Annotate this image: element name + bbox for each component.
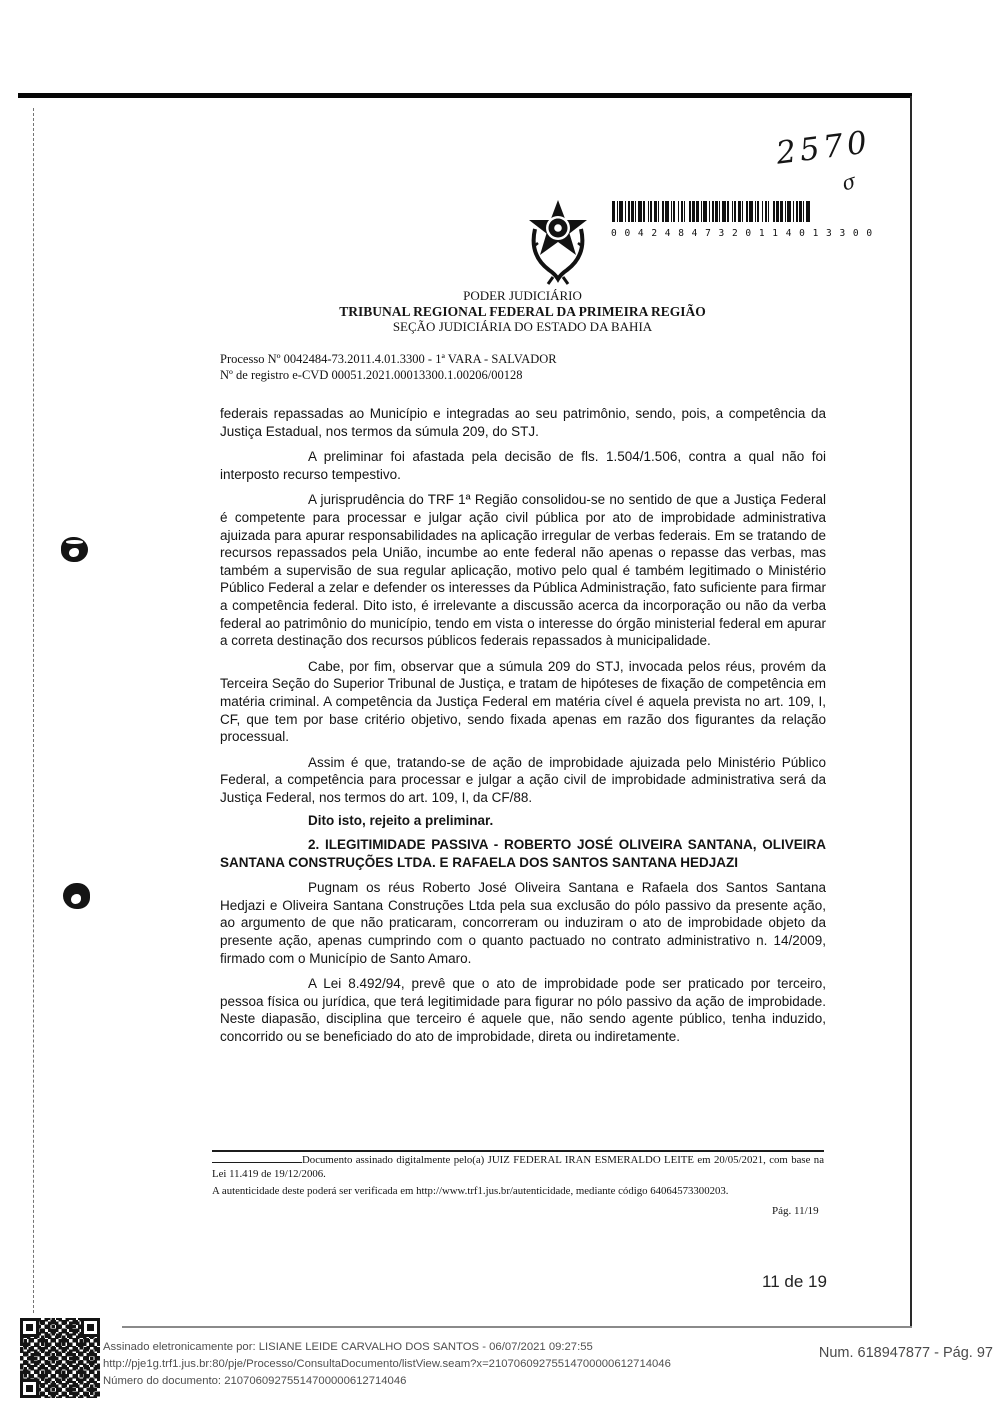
barcode-bars <box>612 201 810 222</box>
body-paragraph: Assim é que, tratando-se de ação de improbidade ajuizada pelo Ministério Público Federal, a competência para processar e julgar a ação civil de improbidade administrativa será da Justiça Federal, nos termos do art. 109, I, da CF/88. <box>220 754 826 805</box>
decision-body-text <box>220 405 826 1054</box>
qr-finder-top-right <box>81 1318 100 1337</box>
digital-signature-footnote <box>212 1150 824 1198</box>
scan-right-border <box>910 96 912 1327</box>
brazil-coat-of-arms-icon <box>526 199 590 287</box>
body-paragraph: A preliminar foi afastada pela decisão de fls. 1.504/1.506, contra a qual não foi interposto recurso tempestivo. <box>220 449 826 482</box>
body-paragraph: A jurisprudência do TRF 1ª Região consolidou-se no sentido de que a Justiça Federal é competente para processar e julgar ação civil pública por ato de improbidade administrativa ajuizada para apurar responsabilidades na aplicação irregular de verbas federais. Em se tratando de recursos repassados pela União, incumbe ao ente federal não apenas o repasse das verbas, mas também a supervisão de sua regular aplicação, motivo pelo qual é também legitimado o Ministério Público Federal a zelar e defender os interesses da Pública Administração, fato suficiente para firmar a competência federal. Dito isto, é irrelevante a discussão acerca da incorporação ou não da verba federal ao patrimônio do município, tendo em vista o interesse do órgão ministerial federal em apurar a correta destinação dos recursos públicos federais repassados à municipalidade. <box>220 492 826 649</box>
scan-top-border <box>18 93 912 98</box>
header-tribunal: TRIBUNAL REGIONAL FEDERAL DA PRIMEIRA REGIÃO <box>339 303 706 319</box>
process-identification <box>220 352 860 383</box>
section-heading-ilegitimidade-passiva: 2. ILEGITIMIDADE PASSIVA - ROBERTO JOSÉ OLIVEIRA SANTANA, OLIVEIRA SANTANA CONSTRUÇÕES LTDA. E RAFAELA DOS SANTOS SANTANA HEDJAZI <box>220 837 826 870</box>
court-header <box>220 288 825 335</box>
footnote-signature-line: Documento assinado digitalmente pelo(a) JUIZ FEDERAL IRAN ESMERALDO LEITE em 20/05/2021, com base na Lei 11.419 de 19/12/2006. <box>212 1154 824 1180</box>
body-paragraph: Pugnam os réus Roberto José Oliveira Santana e Rafaela dos Santos Santana Hedjazi e Oliveira Santana Construções Ltda pela sua exclusão do pólo passivo da presente ação, ao argumento de que não praticaram, concorreram ou induziram o ato de improbidade objeto da presente ação, apenas cumprindo com o quanto pactuado no contrato administrativo n. 14/2009, firmado com o Município de Santo Amaro. <box>220 880 826 966</box>
document-url-line: http://pje1g.trf1.jus.br:80/pje/Processo/ConsultaDocumento/listView.seam?x=21070609275514700000612714046 <box>103 1358 671 1370</box>
registry-number-line: Nº de registro e-CVD 00051.2021.00013300.1.00206/00128 <box>220 367 523 382</box>
handwritten-initial-mark: σ <box>838 168 860 196</box>
page-label: Pág. 11/19 <box>772 1205 819 1217</box>
qr-code-icon <box>20 1318 100 1398</box>
header-poder-judiciario: PODER JUDICIÁRIO <box>463 288 582 303</box>
sheet-number: 11 de 19 <box>762 1272 827 1291</box>
header-secao-judiciaria: SEÇÃO JUDICIÁRIA DO ESTADO DA BAHIA <box>392 319 653 334</box>
barcode-digits: 0 0 4 2 4 8 4 7 3 2 0 1 1 4 0 1 3 3 0 0 <box>611 228 874 239</box>
body-paragraph: A Lei 8.492/94, prevê que o ato de improbidade pode ser praticado por terceiro, pessoa física ou jurídica, que terá legitimidade para figurar no pólo passivo da ação de improbidade. Neste diapasão, disciplina que terceiro é aquele que, não sendo agente público, tenha induzido, concorrido ou se beneficiado do ato de improbidade, direta ou indiretamente. <box>220 976 826 1044</box>
num-page-label: Num. 618947877 - Pág. 97 <box>818 1345 993 1361</box>
document-number-line: Número do documento: 21070609275514700000612714046 <box>103 1375 407 1387</box>
qr-finder-bottom-left <box>20 1379 39 1398</box>
barcode <box>611 201 874 239</box>
footnote-blank-underline <box>212 1154 302 1163</box>
handwritten-page-number: 2570 <box>774 124 873 172</box>
footnote-authenticity-line: A autenticidade deste poderá ser verificada em http://www.trf1.jus.br/autenticidade, mediante código 64064573300203. <box>212 1185 729 1197</box>
body-paragraph: Cabe, por fim, observar que a súmula 209 do STJ, invocada pelos réus, provém da Terceira Seção do Superior Tribunal de Justiça, e tratam de hipóteses de fixação de competência em matéria criminal. A competência da Justiça Federal em matéria cível é aquela prevista no art. 109, I, CF, que tem por base critério objetivo, sendo fixada apenas em razão dos figurantes da relação processual. <box>220 658 826 745</box>
process-number-line: Processo Nº 0042484-73.2011.4.01.3300 - 1ª VARA - SALVADOR <box>220 352 557 366</box>
qr-finder-top-left <box>20 1318 39 1337</box>
body-paragraph: federais repassadas ao Município e integradas ao seu patrimônio, sendo, pois, a competência da Justiça Estadual, nos termos da súmula 209, do STJ. <box>220 406 826 439</box>
hole-punch-mark-top <box>61 537 88 562</box>
hole-punch-mark-bottom <box>63 883 90 909</box>
scan-left-dashed-line <box>33 108 34 1313</box>
ruling-preliminary-rejected: Dito isto, rejeito a preliminar. <box>308 813 494 829</box>
signed-electronically-line: Assinado eletronicamente por: LISIANE LEIDE CARVALHO DOS SANTOS - 06/07/2021 09:27:55 <box>103 1341 593 1353</box>
pje-signature-footer <box>103 1339 723 1390</box>
scan-bottom-border <box>122 1326 912 1328</box>
